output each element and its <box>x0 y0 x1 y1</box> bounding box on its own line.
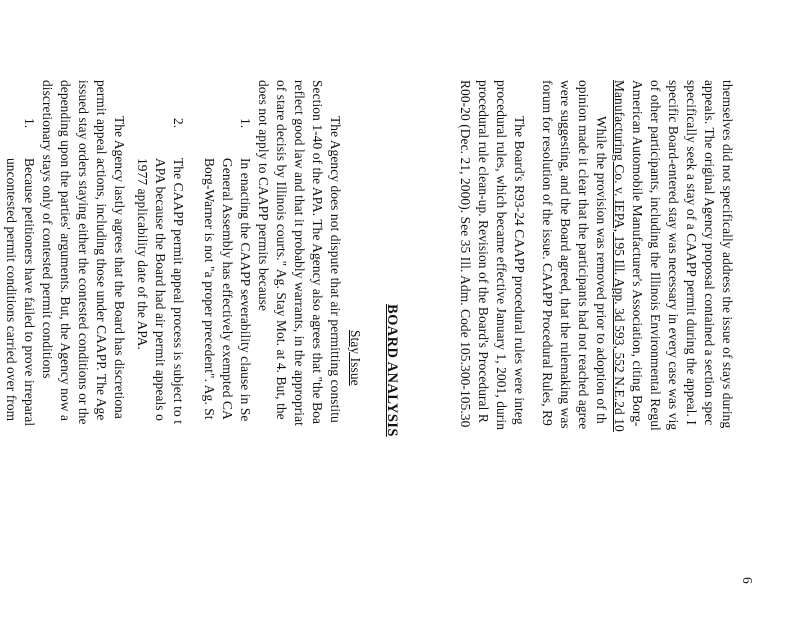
text-line: The CAAPP permit appeal process is subject to t <box>171 158 186 425</box>
text-line: depending upon the parties' arguments. But, the Agency now a <box>58 80 73 421</box>
text-line: American Automobile Manufacturer's Association, citing Borg- <box>630 80 645 427</box>
text-line: issued stay orders staying either the contested conditions or the <box>76 80 91 425</box>
text-line: of other participants, including the Illinois Environmental Regul <box>648 80 663 431</box>
text-line: General Assembly has effectively exempted CA <box>220 158 235 420</box>
text-line: does not apply to CAAPP permits because <box>256 80 271 312</box>
text-line: were suggesting, and the Board agreed, that the rulemaking was <box>558 80 573 429</box>
removed-provision-paragraph <box>530 80 610 620</box>
text-line: appeals. The original Agency proposal contained a section spec <box>702 80 717 426</box>
text-line: The Agency does not dispute that air permitting constitu <box>328 116 343 423</box>
text-line: specific Board-entered stay was necessary in every case was vig <box>666 80 681 431</box>
r93-paragraph <box>448 80 528 620</box>
text-line: of stare decisis by Illinois courts." Ag. Stay Mot. at 4. But, the <box>274 80 289 420</box>
text-line: permit appeal actions, including those under CAAPP. The Age <box>94 80 109 421</box>
list-number: 2. <box>171 118 186 129</box>
text-line <box>0 158 2 371</box>
citation-line: Manufacturing Co. v. IEPA, 195 Ill. App. 3d 593, 552 N.E.2d 10 <box>612 80 627 432</box>
page-number: 6 <box>740 577 755 584</box>
list-number: 1. <box>238 118 253 129</box>
text-line: The Board's R93-24 CAAPP procedural rules were integ <box>512 116 527 425</box>
text-line: uncontested permit conditions carried over from <box>4 158 19 422</box>
list-item <box>0 118 38 618</box>
text-line: procedural rule clean-up. Revision of the Board's Procedural R <box>476 80 491 423</box>
text-line: Because petitioners have failed to prove irreparal <box>22 158 37 427</box>
board-analysis-heading: BOARD ANALYSIS <box>384 304 400 437</box>
list-item <box>194 118 254 618</box>
list-item <box>127 118 187 618</box>
stay-issue-heading: Stay Issue <box>348 330 363 386</box>
agency-lastly-paragraph <box>28 80 128 620</box>
text-line: Section 1-40 of the APA. The Agency also agrees that "the Boa <box>310 80 325 425</box>
text-line: discretionary stays only of contested permit conditions <box>40 80 55 379</box>
list-number: 1. <box>22 118 37 129</box>
text-line: specifically seek a stay of a CAAPP permit during the appeal. I <box>684 80 699 425</box>
text-line: R00-20 (Dec. 21, 2000). See 35 Ill. Adm. Code 105.300-105.30 <box>458 80 473 428</box>
text-line: In enacting the CAAPP severability clause in Se <box>238 158 253 422</box>
text-line: themselves did not specifically address the issue of stays during <box>720 80 735 429</box>
text-line: opinion made it clear that the participants had not reached agree <box>576 80 591 430</box>
text-line: While the provision was removed prior to adoption of th <box>594 116 609 424</box>
text-line: forum for resolution of the issue. CAAPP Procedural Rules, R9 <box>540 80 555 426</box>
text-line: procedural rules, which became effective January 1, 2001, durin <box>494 80 509 430</box>
text-line: APA because the Board had air permit appeals o <box>153 158 168 421</box>
text-line: reflect good law and that it probably warrants, in the appropriat <box>292 80 307 426</box>
agency-dispute-paragraph <box>244 80 344 620</box>
intro-paragraph <box>606 80 736 620</box>
text-line: 1977 applicability date of the APA. <box>135 158 150 350</box>
text-line: Borg-Warner is not "a proper precedent". Ag. St <box>202 158 217 420</box>
text-line: The Agency lastly agrees that the Board has discretiona <box>112 116 127 419</box>
